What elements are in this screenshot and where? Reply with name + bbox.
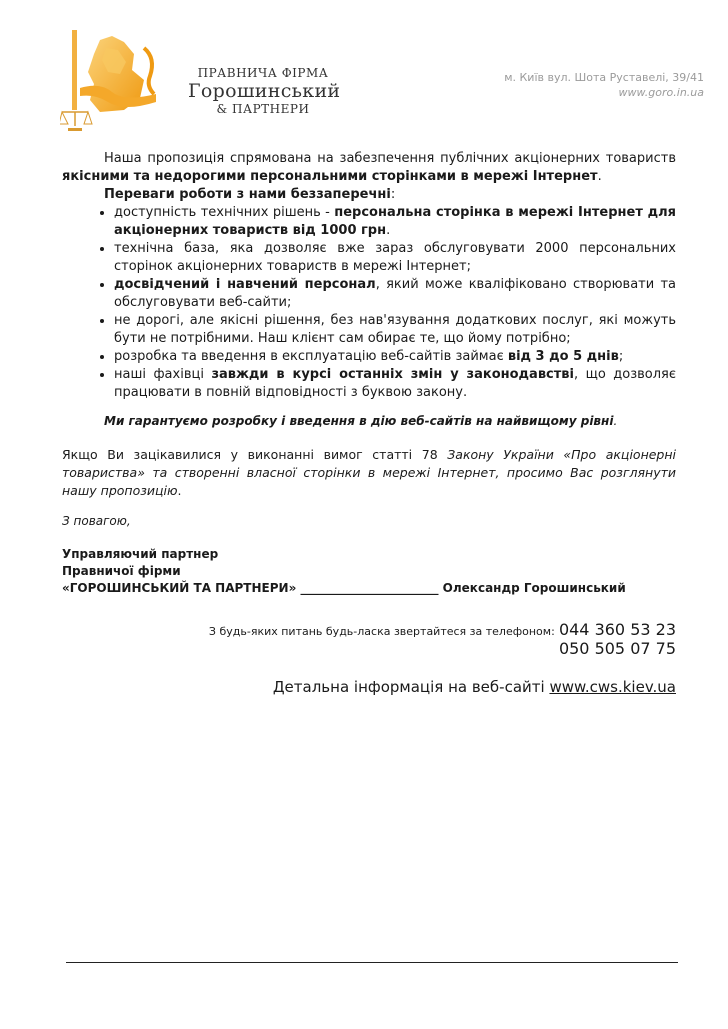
letter-body — [62, 150, 677, 696]
guarantee-line — [62, 412, 676, 430]
b1-bold: персональна сторінка в мережі Інтернет для акціонерних товариств від 1000 грн — [114, 205, 676, 238]
advantages-list — [62, 204, 676, 402]
advantages-title-text: Переваги роботи з нами беззаперечні — [104, 187, 391, 202]
b5-text: розробка та введення в експлуатацію веб-сайтів займає — [114, 349, 508, 364]
b1-end: . — [386, 223, 391, 238]
b1-text: доступність технічних рішень - — [114, 205, 335, 220]
signature-line1: Управляючий партнер — [62, 547, 219, 561]
list-item — [114, 366, 676, 402]
contact-block — [62, 620, 676, 658]
address-text: м. Київ вул. Шота Руставелі, 39/41 — [504, 71, 704, 84]
list-item — [114, 276, 676, 312]
website-label: Детальна інформація на веб-сайті — [272, 678, 550, 696]
firm-name — [188, 66, 341, 116]
signature-block — [62, 546, 676, 597]
guarantee-bold: Ми гарантуємо розробку і введення в дію веб-сайтів на найвищому рівні — [104, 414, 614, 428]
list-item: • технічна база, яка дозволяє вже зараз обслуговувати 2000 персональних сторінок акціонерних товариств в мережі Інтернет; — [114, 240, 676, 276]
advantages-title — [62, 186, 676, 204]
guarantee-end: . — [613, 414, 618, 428]
signature-line3: «ГОРОШИНСЬКИЙ ТА ПАРТНЕРИ» _______________________ Олександр Горошинський — [62, 581, 626, 595]
website-line — [62, 678, 676, 696]
invite-italic: Закону України «Про акціонерні товариства» та створенні власної сторінки в мережі Інтернет, просимо Вас розглянути нашу пропозицію — [62, 447, 677, 498]
header-address — [504, 70, 704, 100]
b6-tail: , що дозволяє працювати в повній відповідності з буквою закону. — [114, 367, 676, 400]
intro-end: . — [597, 169, 602, 184]
b5-bold: від 3 до 5 днів — [507, 349, 619, 364]
list-item — [114, 204, 676, 240]
list-item — [114, 348, 676, 366]
invite-end: . — [177, 483, 182, 498]
list-item: • не дорогі, але якісні рішення, без нав'язування додаткових послуг, які можуть бути не потрібними. Наш клієнт сам обирає те, що йому потрібно; — [114, 312, 676, 348]
phone-1: 044 360 53 23 — [558, 620, 676, 639]
footer-divider — [66, 962, 678, 963]
contact-label: З будь-яких питань будь-ласка звертайтеся за телефоном: — [208, 625, 555, 638]
b3-bold: досвідчений і навчений персонал — [114, 277, 376, 292]
b6-bold: завжди в курсі останніх змін у законодавстві — [211, 367, 574, 382]
firm-line1: ПРАВНИЧА ФІРМА — [197, 66, 329, 80]
firm-line3: & ПАРТНЕРИ — [216, 102, 310, 116]
header-website: www.goro.in.ua — [618, 86, 704, 99]
b5-end: ; — [618, 349, 624, 364]
firm-logo-icon — [60, 28, 160, 138]
signature-line2: Правничої фірми — [62, 564, 181, 578]
intro-bold: якісними та недорогими персональними сторінками в мережі Інтернет — [62, 169, 598, 184]
phone-2: 050 505 07 75 — [558, 639, 676, 658]
b6-text: наші фахівці — [114, 367, 212, 382]
website-link[interactable]: www.cws.kiev.ua — [549, 678, 676, 696]
advantages-colon: : — [390, 187, 396, 202]
intro-text: Наша пропозиція спрямована на забезпечення публічних акціонерних товариств — [104, 151, 676, 166]
b3-text: , який може кваліфіковано створювати та обслуговувати веб-сайти; — [114, 277, 676, 310]
regards: З повагою, — [62, 514, 131, 528]
firm-line2: Горошинський — [188, 80, 341, 102]
intro-paragraph — [62, 150, 676, 186]
invite-text: Якщо Ви зацікавилися у виконанні вимог статті 78 — [62, 447, 448, 462]
invitation-paragraph — [62, 446, 676, 500]
